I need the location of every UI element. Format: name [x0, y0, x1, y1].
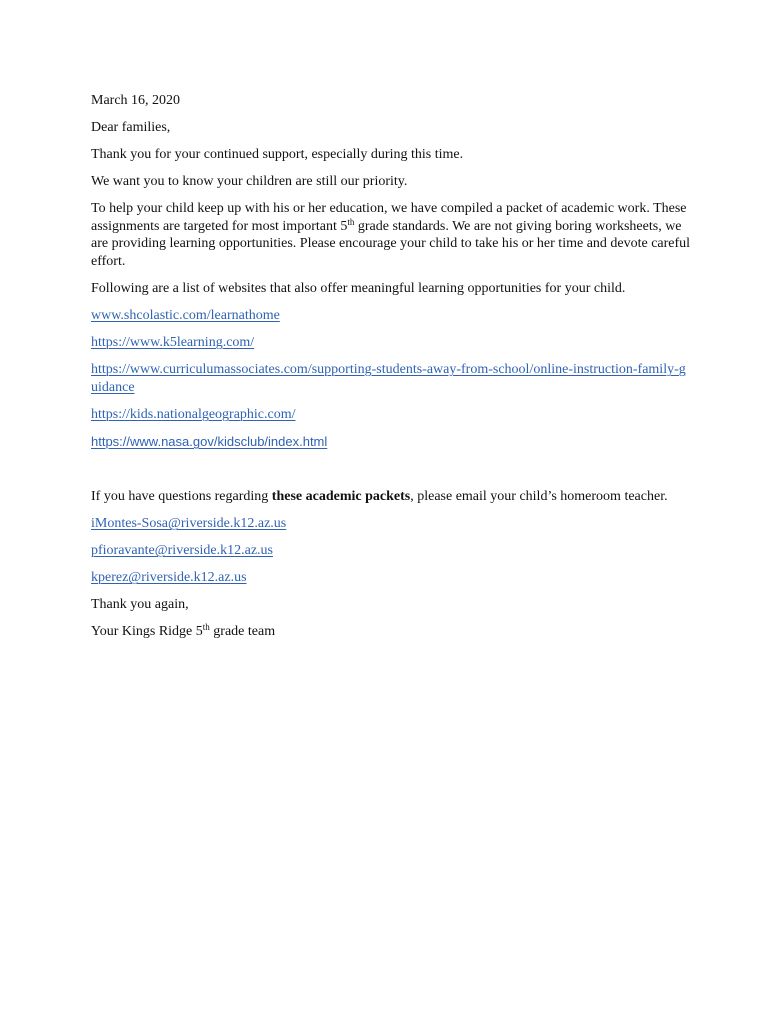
packet-paragraph-text-2: grade standards. We are not giving boring worksheets, we are providing learning opportunities. Please encourage your child to take his or her time and devote careful effort.	[91, 218, 691, 269]
packet-paragraph-text-1: To help your child keep up with his or her education, we have compiled a packet of academic work. These assignments are targeted for most important 5	[91, 201, 687, 234]
thanks-paragraph: Thank you for your continued support, especially during this time.	[91, 147, 464, 162]
link-curriculum-associates[interactable]: https://www.curriculumassociates.com/supporting-students-away-from-school/online-instruction-family-guidance	[91, 362, 686, 395]
link-nasa-kidsclub[interactable]: https://www.nasa.gov/kidsclub/index.html	[91, 434, 328, 449]
letter-date: March 16, 2020	[91, 93, 181, 108]
letter-signature	[91, 623, 691, 640]
letter-greeting: Dear families,	[91, 120, 171, 135]
email-fioravante[interactable]: pfioravante@riverside.k12.az.us	[91, 543, 273, 558]
questions-text-2: , please email your child’s homeroom teacher.	[410, 489, 668, 504]
priority-paragraph: We want you to know your children are still our priority.	[91, 174, 408, 189]
link-k5learning[interactable]: https://www.k5learning.com/	[91, 335, 255, 350]
signature-text-1: Your Kings Ridge 5	[91, 624, 203, 639]
email-montes-sosa[interactable]: iMontes-Sosa@riverside.k12.az.us	[91, 516, 287, 531]
letter-body	[91, 92, 691, 650]
link-national-geographic-kids[interactable]: https://kids.nationalgeographic.com/	[91, 407, 296, 422]
signature-ordinal-suffix: th	[202, 622, 210, 633]
questions-bold-text: these academic packets	[271, 489, 411, 504]
websites-intro: Following are a list of websites that also offer meaningful learning opportunities for your child.	[91, 281, 626, 296]
questions-paragraph	[91, 488, 691, 505]
link-scholastic[interactable]: www.shcolastic.com/learnathome	[91, 308, 280, 323]
ordinal-suffix: th	[347, 216, 355, 227]
signature-text-2: grade team	[209, 624, 276, 639]
email-perez[interactable]: kperez@riverside.k12.az.us	[91, 570, 247, 585]
questions-text-1: If you have questions regarding	[91, 489, 272, 504]
spacer	[91, 461, 691, 488]
letter-closing: Thank you again,	[91, 597, 189, 612]
packet-paragraph	[91, 200, 691, 270]
